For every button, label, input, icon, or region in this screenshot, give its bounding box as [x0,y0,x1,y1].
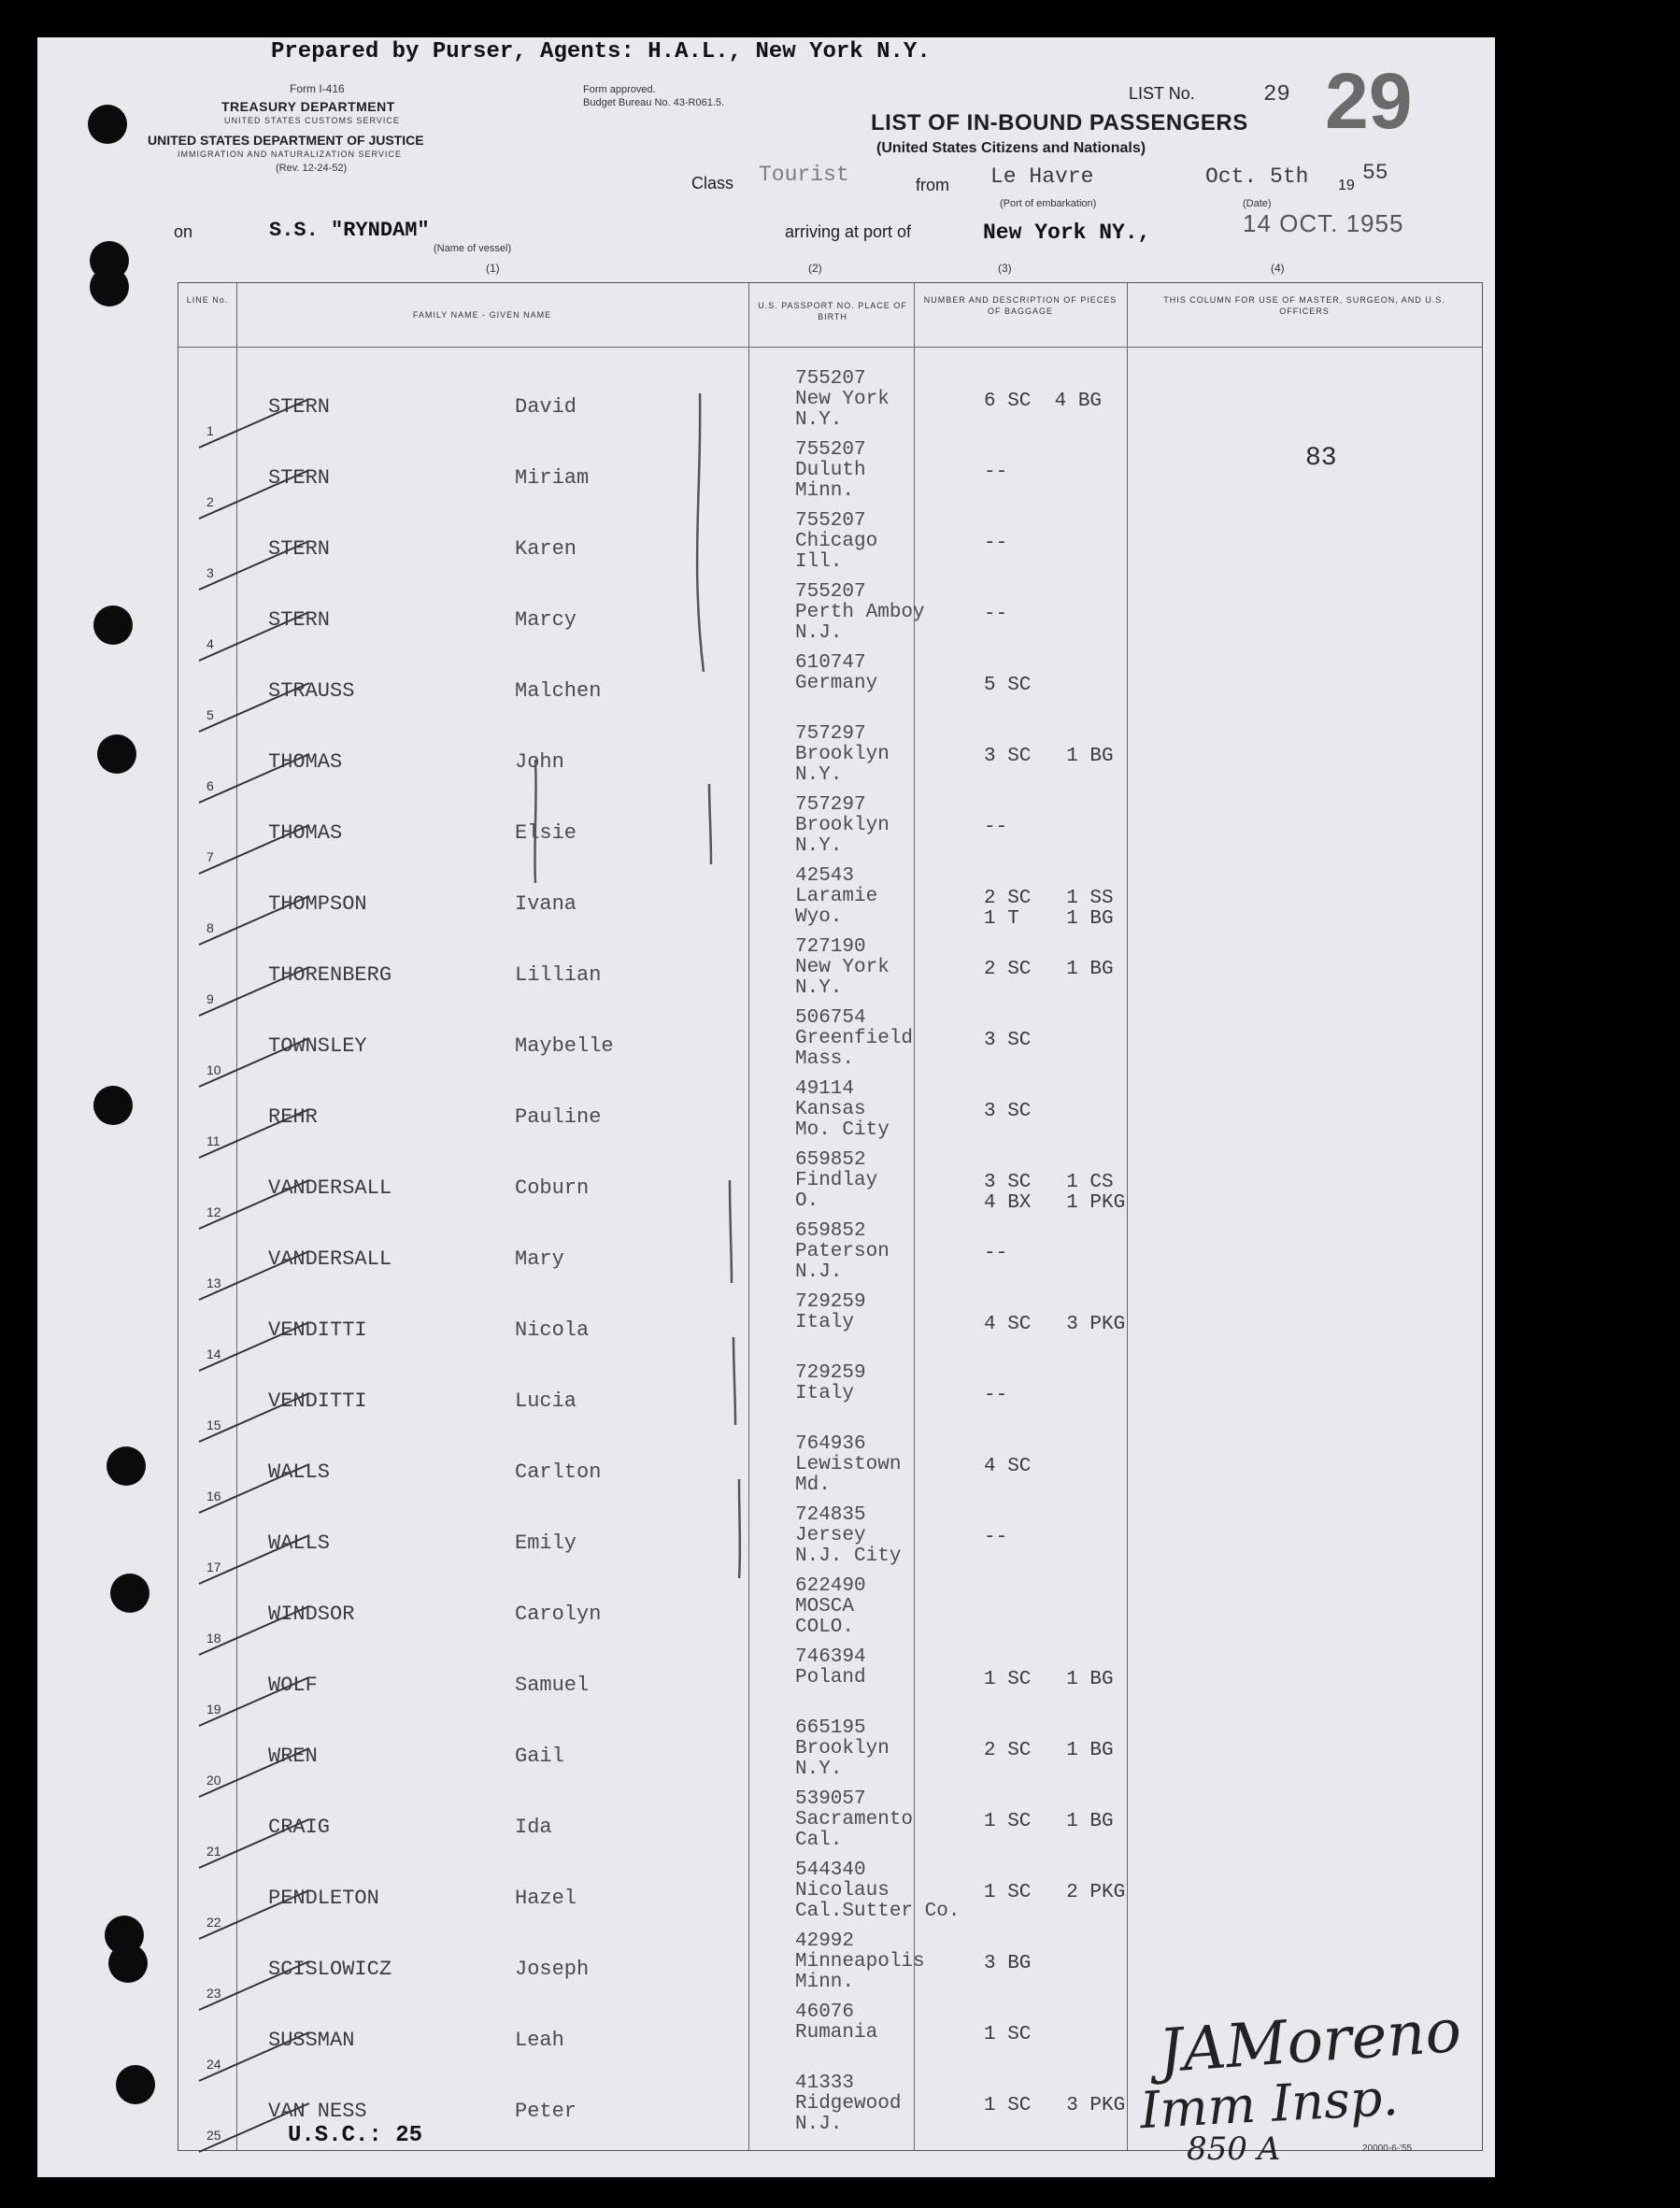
family-name: VENDITTI [268,1318,367,1342]
inspector-title: Imm Insp. [1138,2067,1400,2141]
punch-hole [107,1446,146,1486]
baggage-description: 1 SC [984,2024,1032,2045]
class-value: Tourist [759,163,849,187]
document-subtitle: (United States Citizens and Nationals) [876,140,1146,156]
form-code: 20000-6-'55 [1362,2144,1413,2154]
line-number: 10 [206,1062,221,1077]
baggage-description: 3 SC 1 BG [984,746,1114,767]
given-name: John [515,750,564,774]
baggage-description: -- [984,604,1008,625]
baggage-description: 1 SC 1 BG [984,1669,1114,1690]
form-approved: Form approved. [583,84,656,95]
punch-hole [88,105,127,144]
revision-date: (Rev. 12-24-52) [276,163,348,174]
passport-birthplace: 42992 Minneapolis Minn. [795,1930,925,1993]
passport-birthplace: 659852 Findlay O. [795,1149,878,1212]
embarkation-port: Le Havre [990,164,1094,189]
vessel-name-label: (Name of vessel) [434,243,512,254]
baggage-description: 4 SC 3 PKG [984,1314,1126,1335]
baggage-description: 5 SC [984,675,1032,696]
given-name: Hazel [515,1887,577,1910]
passport-birthplace: 755207 Duluth Minn. [795,439,866,502]
passport-birthplace: 729259 Italy [795,1291,866,1333]
given-name: Karen [515,537,577,561]
port-embarkation-label: (Port of embarkation) [1000,198,1097,209]
baggage-description: 4 SC [984,1456,1032,1477]
punch-hole [93,1086,133,1125]
given-name: Pauline [515,1105,602,1129]
passport-birthplace: 42543 Laramie Wyo. [795,865,878,928]
line-number: 13 [206,1275,221,1290]
given-name: Carlton [515,1460,602,1484]
baggage-description: 2 SC 1 BG [984,959,1114,980]
passport-birthplace: 46076 Rumania [795,2001,878,2044]
family-name: THOMAS [268,750,343,774]
passport-birthplace: 755207 New York N.Y. [795,368,890,431]
punch-hole [108,1944,148,1983]
punch-hole [97,734,136,774]
given-name: Samuel [515,1674,590,1697]
line-number: 16 [206,1489,221,1503]
year-prefix: 19 [1338,178,1355,193]
line-number: 6 [206,778,214,793]
prepared-by-line: Prepared by Purser, Agents: H.A.L., New York N.Y. [271,39,931,64]
budget-bureau: Budget Bureau No. 43-R061.5. [583,97,725,108]
baggage-description: 3 SC [984,1030,1032,1051]
passport-birthplace: 757297 Brooklyn N.Y. [795,723,890,786]
list-no-stamp: 29 [1325,57,1413,145]
passport-birthplace: 746394 Poland [795,1646,866,1688]
from-label: from [916,176,949,194]
column-number-2: (2) [808,262,822,275]
column-header-baggage: NUMBER AND DESCRIPTION OF PIECES OF BAGGAGE [923,295,1118,316]
family-name: STERN [268,537,331,561]
family-name: STERN [268,466,331,490]
family-name: STERN [268,608,331,632]
passport-birthplace: 755207 Perth Amboy N.J. [795,581,925,644]
passport-birthplace: 622490 MOSCA COLO. [795,1575,866,1638]
baggage-description: 1 SC 1 BG [984,1811,1114,1832]
passport-birthplace: 506754 Greenfield Mass. [795,1007,914,1070]
column-number-1: (1) [486,262,500,275]
family-name: SUSSMAN [268,2029,355,2052]
given-name: Marcy [515,608,577,632]
vessel-name: S.S. "RYNDAM" [269,219,430,242]
given-name: Elsie [515,821,577,845]
line-number: 17 [206,1560,221,1574]
line-number: 24 [206,2057,221,2072]
line-number: 15 [206,1417,221,1432]
baggage-description: 3 SC [984,1101,1032,1122]
family-name: WREN [268,1745,318,1768]
passport-birthplace: 49114 Kansas Mo. City [795,1078,890,1141]
form-number: Form I-416 [290,82,345,95]
passport-birthplace: 41333 Ridgewood N.J. [795,2073,902,2135]
family-name: VAN NESS [268,2100,367,2123]
family-name: VANDERSALL [268,1247,392,1271]
given-name: Miriam [515,466,590,490]
family-name: REHR [268,1105,318,1129]
baggage-description: 1 SC 2 PKG [984,1882,1126,1903]
given-name: Maybelle [515,1034,614,1058]
baggage-description: -- [984,817,1008,838]
family-name: VENDITTI [268,1389,367,1413]
customs-service: UNITED STATES CUSTOMS SERVICE [224,116,400,125]
baggage-description: -- [984,1385,1008,1406]
column-number-3: (3) [998,262,1012,275]
passport-birthplace: 729259 Italy [795,1362,866,1404]
column-header-passport: U.S. PASSPORT NO. PLACE OF BIRTH [758,301,907,321]
given-name: Nicola [515,1318,590,1342]
baggage-description: -- [984,1527,1008,1548]
given-name: Ida [515,1816,552,1839]
family-name: WOLF [268,1674,318,1697]
column-header-officers: THIS COLUMN FOR USE OF MASTER, SURGEON, AND U.S. OFFICERS [1163,295,1445,316]
line-number: 5 [206,707,214,722]
line-number: 25 [206,2128,221,2143]
passport-birthplace: 727190 New York N.Y. [795,936,890,999]
baggage-description: 6 SC 4 BG [984,391,1103,412]
document-title: LIST OF IN-BOUND PASSENGERS [871,110,1248,135]
handwritten-note: 850 A [1187,2130,1281,2168]
passport-birthplace: 544340 Nicolaus Cal.Sutter Co. [795,1859,961,1922]
given-name: Gail [515,1745,564,1768]
department-of-justice: UNITED STATES DEPARTMENT OF JUSTICE [148,133,424,148]
year-value: 55 [1362,161,1388,185]
passport-birthplace: 724835 Jersey N.J. City [795,1504,902,1567]
baggage-description: -- [984,1243,1008,1264]
line-number: 23 [206,1986,221,2001]
date-label: (Date) [1243,198,1272,209]
given-name: Ivana [515,892,577,916]
family-name: THOMAS [268,821,343,845]
family-name: WALLS [268,1531,331,1555]
passport-birthplace: 755207 Chicago Ill. [795,510,878,573]
passport-birthplace: 610747 Germany [795,652,878,694]
on-label: on [174,222,193,241]
treasury-department: TREASURY DEPARTMENT [221,99,395,114]
passport-birthplace: 539057 Sacramento Cal. [795,1788,914,1851]
punch-hole [93,605,133,645]
baggage-description: -- [984,533,1008,554]
given-name: Emily [515,1531,577,1555]
line-number: 20 [206,1773,221,1788]
baggage-description: 2 SC 1 SS 1 T 1 BG [984,888,1114,930]
line-number: 11 [206,1133,221,1148]
given-name: Carolyn [515,1603,602,1626]
family-bracket-marks [178,283,1482,2150]
family-name: STERN [268,395,331,419]
column-header-name: FAMILY NAME - GIVEN NAME [412,310,552,320]
given-name: Coburn [515,1176,590,1200]
document-page [37,37,1495,2177]
arrival-port: New York NY., [983,221,1151,245]
given-name: Malchen [515,679,602,703]
family-name: CRAIG [268,1816,331,1839]
line-number: 12 [206,1204,221,1219]
family-name: VANDERSALL [268,1176,392,1200]
line-number: 22 [206,1915,221,1930]
passenger-table [178,282,1483,2151]
baggage-description: 1 SC 3 PKG [984,2095,1126,2116]
baggage-description: 3 BG [984,1953,1032,1974]
given-name: Mary [515,1247,564,1271]
punch-hole [110,1574,149,1613]
given-name: Lillian [515,963,602,987]
line-number: 18 [206,1631,221,1645]
given-name: Peter [515,2100,577,2123]
line-number: 8 [206,920,214,935]
arriving-label: arriving at port of [785,222,912,241]
officer-note: 83 [1305,444,1337,473]
passport-birthplace: 659852 Paterson N.J. [795,1220,890,1283]
line-number: 21 [206,1844,221,1859]
column-header-line-no: LINE No. [186,295,229,305]
family-name: WINDSOR [268,1603,355,1626]
family-name: THORENBERG [268,963,392,987]
line-number: 7 [206,849,214,864]
line-number: 9 [206,991,214,1006]
punch-hole [90,267,129,306]
line-number: 14 [206,1346,221,1361]
passport-birthplace: 665195 Brooklyn N.Y. [795,1717,890,1780]
line-number: 1 [206,423,214,438]
family-name: TOWNSLEY [268,1034,367,1058]
column-number-4: (4) [1271,262,1285,275]
inspector-signature: JAMoreno [1156,1996,1464,2087]
usc-count: U.S.C.: 25 [288,2123,423,2148]
baggage-description: 3 SC 1 CS 4 BX 1 PKG [984,1172,1126,1214]
family-name: THOMPSON [268,892,367,916]
baggage-description: -- [984,462,1008,483]
family-name: WALLS [268,1460,331,1484]
line-number: 2 [206,494,214,509]
embarkation-date: Oct. 5th [1205,164,1309,189]
line-number: 3 [206,565,214,580]
given-name: Lucia [515,1389,577,1413]
family-name: SCISLOWICZ [268,1958,392,1981]
list-no-value: 29 [1263,82,1290,107]
passport-birthplace: 757297 Brooklyn N.Y. [795,794,890,857]
punch-hole [116,2065,155,2104]
given-name: David [515,395,577,419]
given-name: Joseph [515,1958,590,1981]
class-label: Class [691,174,734,192]
arrival-date-stamp: 14 OCT. 1955 [1243,209,1404,237]
passport-birthplace: 764936 Lewistown Md. [795,1433,902,1496]
given-name: Leah [515,2029,564,2052]
family-name: PENDLETON [268,1887,379,1910]
line-number: 19 [206,1702,221,1717]
baggage-description: 2 SC 1 BG [984,1740,1114,1761]
family-name: STRAUSS [268,679,355,703]
line-number: 4 [206,636,214,651]
list-no-label: LIST No. [1129,84,1195,103]
immigration-service: IMMIGRATION AND NATURALIZATION SERVICE [178,150,402,159]
